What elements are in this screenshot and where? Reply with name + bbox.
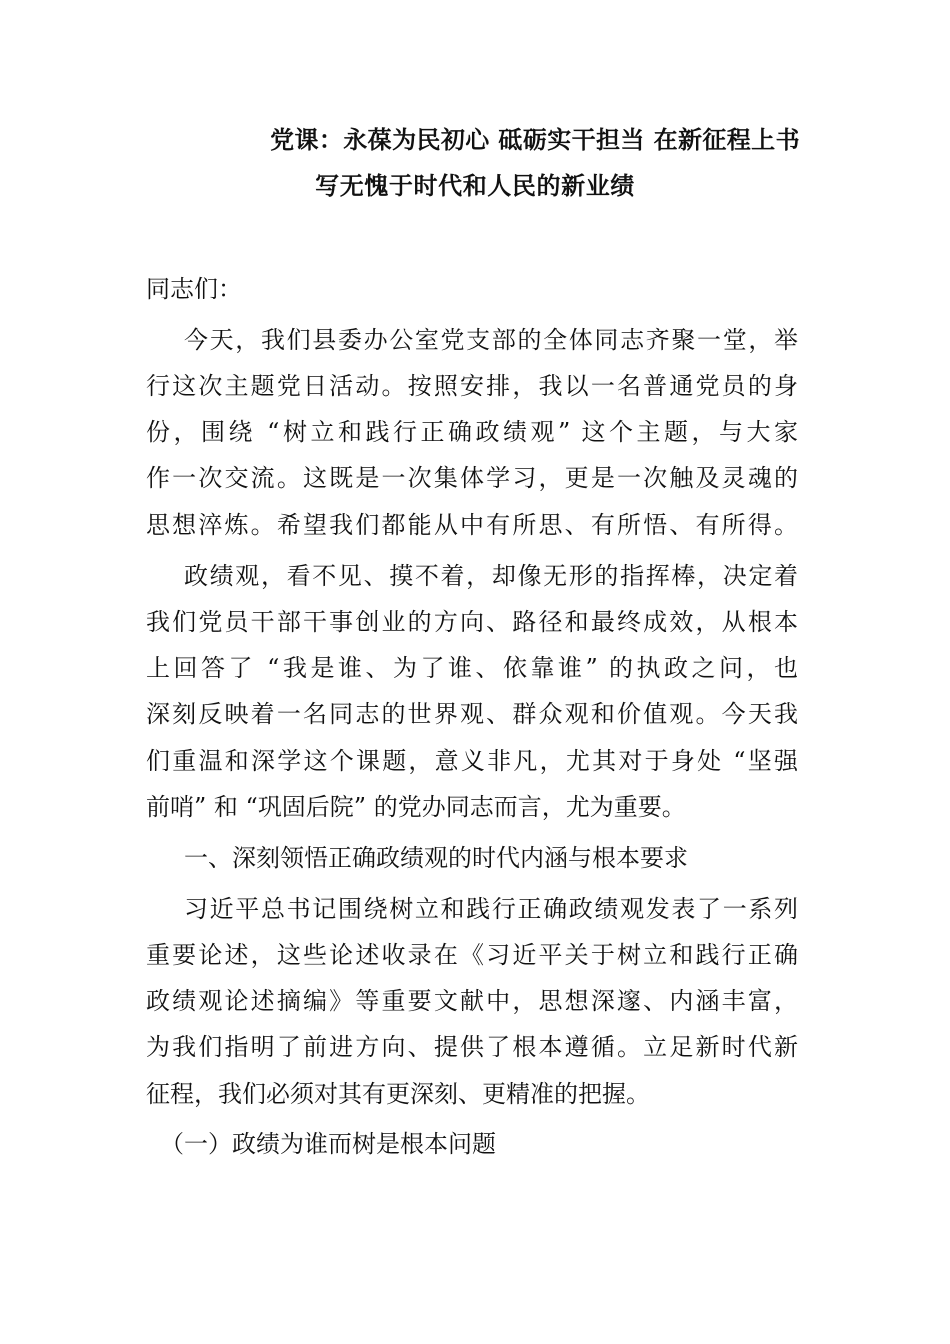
document-title-line-1: 党课：永葆为民初心 砥砺实干担当 在新征程上书 — [270, 126, 800, 154]
paragraph-1-line-4: 作一次交流。这既是一次集体学习，更是一次触及灵魂的 — [146, 464, 798, 492]
paragraph-2-line-3: 上回答了 “我是谁、为了谁、依靠谁” 的执政之问，也 — [146, 654, 798, 682]
paragraph-2-line-5: 们重温和深学这个课题，意义非凡，尤其对于身处 “坚强 — [146, 747, 798, 775]
paragraph-1-line-3: 份，围绕 “树立和践行正确政绩观” 这个主题，与大家 — [146, 418, 798, 446]
salutation: 同志们： — [146, 275, 242, 303]
paragraph-2-line-4: 深刻反映着一名同志的世界观、群众观和价值观。今天我 — [146, 700, 798, 728]
paragraph-1-line-5: 思想淬炼。希望我们都能从中有所思、有所悟、有所得。 — [146, 511, 798, 539]
paragraph-3-line-3: 政绩观论述摘编》等重要文献中，思想深邃、内涵丰富， — [146, 987, 798, 1015]
paragraph-1-line-1: 今天，我们县委办公室党支部的全体同志齐聚一堂，举 — [184, 326, 798, 354]
paragraph-3-line-1: 习近平总书记围绕树立和践行正确政绩观发表了一系列 — [184, 895, 798, 923]
paragraph-3-line-5: 征程，我们必须对其有更深刻、更精准的把握。 — [146, 1080, 650, 1108]
paragraph-3-line-4: 为我们指明了前进方向、提供了根本遵循。立足新时代新 — [146, 1033, 798, 1061]
paragraph-1-line-2: 行这次主题党日活动。按照安排，我以一名普通党员的身 — [146, 372, 798, 400]
document-title-line-2: 写无愧于时代和人民的新业绩 — [315, 172, 635, 200]
section-heading-1: 一、深刻领悟正确政绩观的时代内涵与根本要求 — [184, 844, 688, 872]
paragraph-3-line-2: 重要论述，这些论述收录在《习近平关于树立和践行正确 — [146, 941, 798, 969]
paragraph-2-line-1: 政绩观，看不见、摸不着，却像无形的指挥棒，决定着 — [184, 562, 798, 590]
paragraph-2-line-6: 前哨” 和 “巩固后院” 的党办同志而言，尤为重要。 — [146, 793, 686, 821]
subsection-heading-1: （一）政绩为谁而树是根本问题 — [160, 1130, 496, 1158]
paragraph-2-line-2: 我们党员干部干事创业的方向、路径和最终成效，从根本 — [146, 608, 798, 636]
